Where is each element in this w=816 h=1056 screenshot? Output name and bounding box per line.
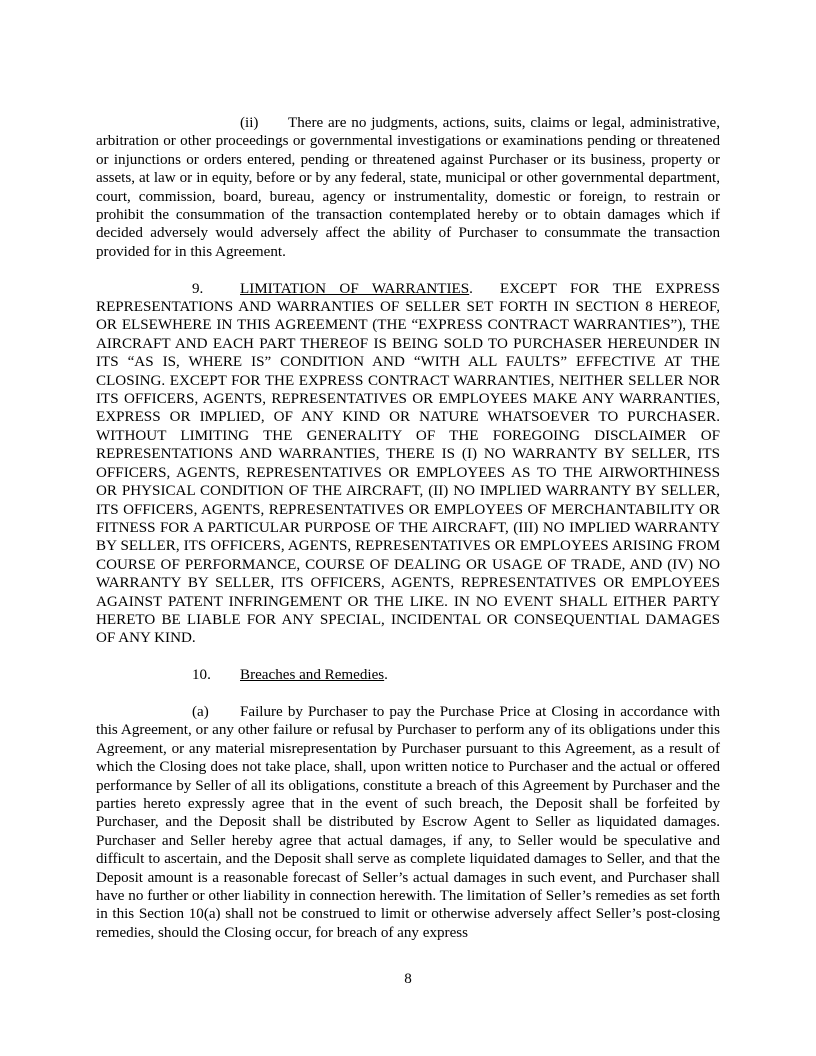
section-number: 10. — [192, 667, 211, 684]
section-heading-suffix: . — [384, 667, 388, 684]
item-number: (ii) — [240, 115, 259, 131]
document-page — [96, 114, 720, 961]
page-number: 8 — [404, 971, 412, 987]
section-heading: LIMITATION OF WARRANTIES — [240, 280, 470, 297]
paragraph-text: There are no judgments, actions, suits, claims or legal, administrative, arbitration or other proceedings or governmental investigations or examinations pending or threatened or injunctions or orders entered, pending or threatened against Purchaser or its business, property or assets, at law or in equity, before or by any federal, state, municipal or other governmental department, court, commission, board, bureau, agency or instrumentality, domestic or foreign, to restrain or prohibit the consummation of the transaction contemplated hereby or to obtain damages which if decided adversely would adversely affect the ability of Purchaser to consummate the transaction provided for in this Agreement. — [96, 115, 720, 260]
paragraph-10-a — [96, 703, 720, 942]
section-heading: Breaches and Remedies — [240, 667, 385, 684]
section-number: 9. — [192, 280, 204, 297]
item-number: (a) — [192, 703, 209, 720]
paragraph-text: Failure by Purchaser to pay the Purchase Price at Closing in accordance with this Agreement, or any other failure or refusal by Purchaser to perform any of its obligations under this Agreement, or any material misrepresentation by Purchaser pursuant to this Agreement, as a result of which the Closing does not take place, shall, upon written notice to Purchaser and the actual or offered performance by Seller of all its obligations, constitute a breach of this Agreement by Purchaser and the parties hereto expressly agree that in the event of such breach, the Deposit shall be forfeited by Purchaser, and the Deposit shall be distributed by Escrow Agent to Seller as liquidated damages. Purchaser and Seller hereby agree that actual damages, if any, to Seller would be speculative and difficult to ascertain, and the Deposit shall serve as complete liquidated damages to Seller, and that the Deposit amount is a reasonable forecast of Seller’s actual damages in such event, and Purchaser shall have no further or other liability in connection herewith. The limitation of Seller’s remedies as set forth in this Section 10(a) shall not be construed to limit or otherwise adversely affect Seller’s post-closing remedies, should the Closing occur, for breach of any express — [96, 703, 720, 941]
section-text: EXCEPT FOR THE EXPRESS REPRESENTATIONS AND WARRANTIES OF SELLER SET FORTH IN SECTION 8 HEREOF, OR ELSEWHERE IN THIS AGREEMENT (THE “EXPRESS CONTRACT WARRANTIES”), THE AIRCRAFT AND EACH PART THEREOF IS BEING SOLD TO PURCHASER HEREUNDER IN ITS “AS IS, WHERE IS” CONDITION AND “WITH ALL FAULTS” EFFECTIVE AT THE CLOSING. EXCEPT FOR THE EXPRESS CONTRACT WARRANTIES, NEITHER SELLER NOR ITS OFFICERS, AGENTS, REPRESENTATIVES OR EMPLOYEES MAKE ANY WARRANTIES, EXPRESS OR IMPLIED, OF ANY KIND OR NATURE WHATSOEVER TO PURCHASER. WITHOUT LIMITING THE GENERALITY OF THE FOREGOING DISCLAIMER OF REPRESENTATIONS AND WARRANTIES, THERE IS (I) NO WARRANTY BY SELLER, ITS OFFICERS, AGENTS, REPRESENTATIVES OR EMPLOYEES AS TO THE AIRWORTHINESS OR PHYSICAL CONDITION OF THE AIRCRAFT, (II) NO IMPLIED WARRANTY BY SELLER, ITS OFFICERS, AGENTS, REPRESENTATIVES OR EMPLOYEES OF MERCHANTABILITY OR FITNESS FOR A PARTICULAR PURPOSE OF THE AIRCRAFT, (III) NO IMPLIED WARRANTY BY SELLER, ITS OFFICERS, AGENTS, REPRESENTATIVES OR EMPLOYEES ARISING FROM COURSE OF PERFORMANCE, COURSE OF DEALING OR USAGE OF TRADE, AND (IV) NO WARRANTY BY SELLER, ITS OFFICERS, AGENTS, REPRESENTATIVES OR EMPLOYEES AGAINST PATENT INFRINGEMENT OR THE LIKE. IN NO EVENT SHALL EITHER PARTY HERETO BE LIABLE FOR ANY SPECIAL, INCIDENTAL OR CONSEQUENTIAL DAMAGES OF ANY KIND. — [96, 280, 720, 647]
section-10-heading — [96, 666, 720, 684]
section-heading-suffix: . — [469, 280, 473, 297]
paragraph-8-ii — [96, 114, 720, 261]
section-9 — [96, 280, 720, 648]
